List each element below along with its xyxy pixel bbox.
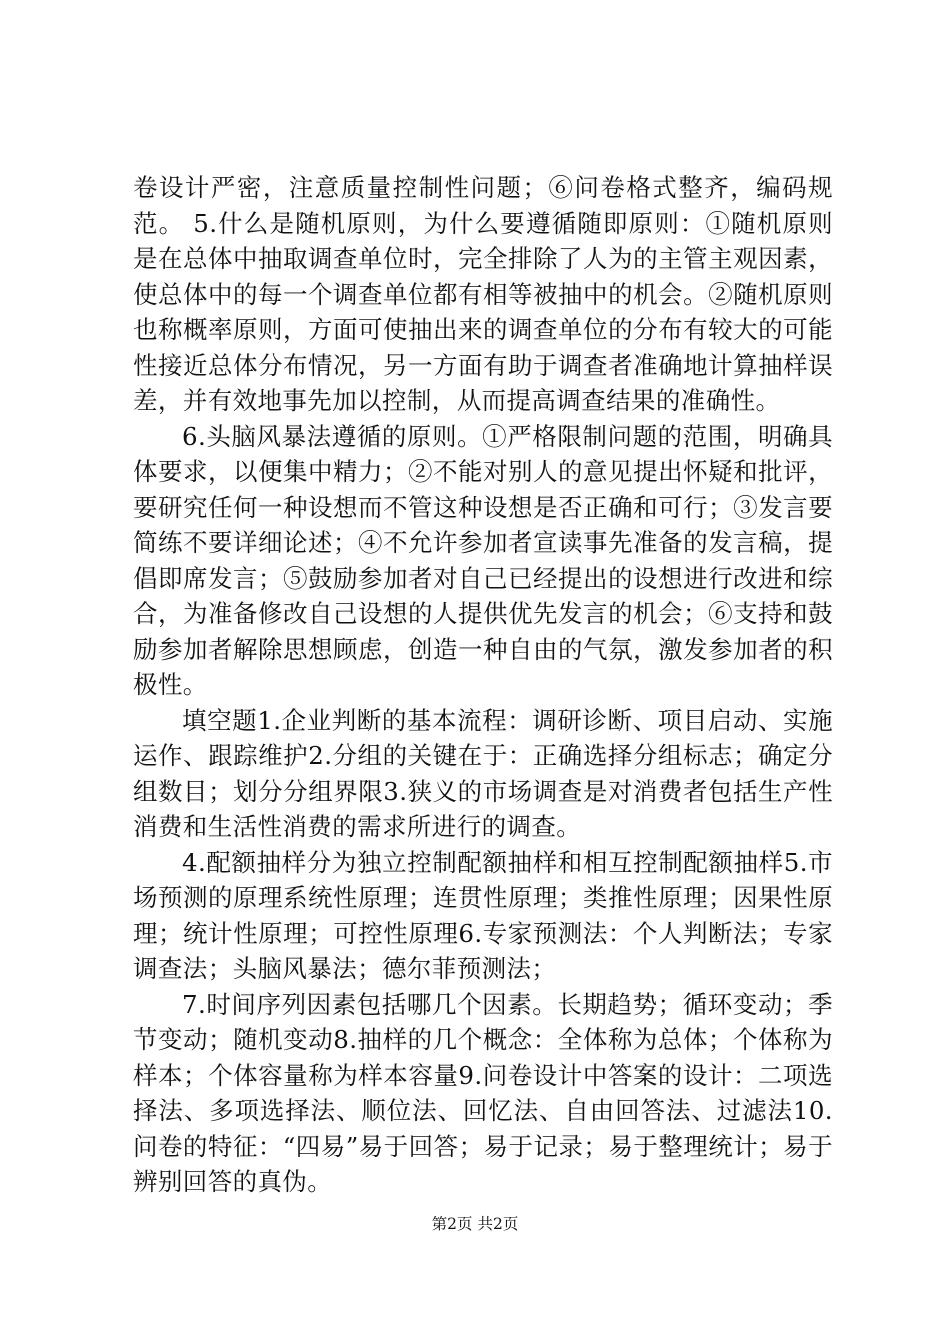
paragraph-1: 卷设计严密，注意质量控制性问题；⑥问卷格式整齐，编码规范。 5.什么是随机原则，为什么要遵循随即原则：①随机原则是在总体中抽取调查单位时，完全排除了人为的主管主观因素，使总体中的每一个调查单位都有相等被抽中的机会。②随机原则也称概率原则，方面可使抽出来的调查单位的分布有较大的可能性接近总体分布情况，另一方面有助于调查者准确地计算抽样误差，并有效地事先加以控制，从而提高调查结果的准确性。 xyxy=(133,173,833,415)
paragraph-5: 7.时间序列因素包括哪几个因素。长期趋势；循环变动；季节变动；随机变动8.抽样的几个概念：全体称为总体；个体称为样本；个体容量称为样本容量9.问卷设计中答案的设计：二项选择法、多项选择法、顺位法、回忆法、自由回答法、过滤法10.问卷的特征：“四易”易于回答；易于记录；易于整理统计；易于辨别回答的真伪。 xyxy=(133,989,833,1196)
paragraph-2: 6.头脑风暴法遵循的原则。①严格限制问题的范围，明确具体要求，以便集中精力；②不能对别人的意见提出怀疑和批评，要研究任何一种设想而不管这种设想是否正确和可行；③发言要简练不要详细论述；④不允许参加者宣读事先准备的发言稿，提倡即席发言；⑤鼓励参加者对自己已经提出的设想进行改进和综合，为准备修改自己设想的人提供优先发言的机会；⑥支持和鼓励参加者解除思想顾虑，创造一种自由的气氛，激发参加者的积极性。 xyxy=(133,421,833,699)
document-body xyxy=(133,170,833,1200)
paragraph-4: 4.配额抽样分为独立控制配额抽样和相互控制配额抽样5.市场预测的原理系统性原理；连贯性原理；类推性原理；因果性原理；统计性原理；可控性原理6.专家预测法：个人判断法；专家调查法；头脑风暴法；德尔菲预测法； xyxy=(133,847,833,983)
page-footer: 第2页 共2页 xyxy=(431,1215,519,1233)
paragraph-3: 填空题1.企业判断的基本流程：调研诊断、项目启动、实施运作、跟踪维护2.分组的关键在于：正确选择分组标志；确定分组数目；划分分组界限3.狭义的市场调查是对消费者包括生产性消费和生活性消费的需求所进行的调查。 xyxy=(133,705,833,841)
